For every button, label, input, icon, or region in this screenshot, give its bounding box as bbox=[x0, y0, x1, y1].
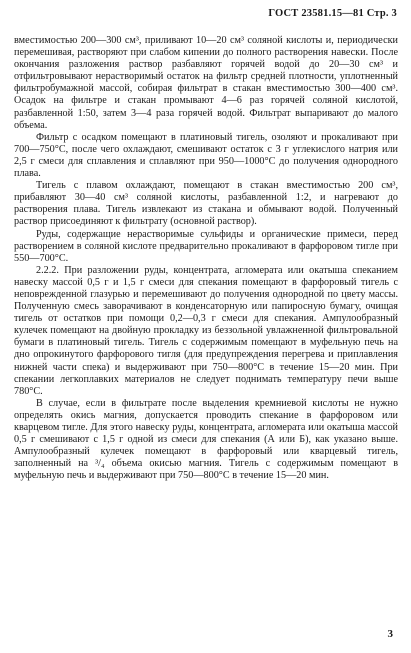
paragraph-crucible-dissolution: Тигель с плавом охлаждают, помещают в стакан вместимостью 200 см³, прибавляют 30—40 см³ соляной кислоты, разбавленной 1:2, и нагревают до растворения плава. Тигель извлекают из стакана и обмывают водой. Полученный раствор присоединяют к фильтрату (основной раствор). bbox=[14, 180, 398, 228]
paragraph-sulfide-ores: Руды, содержащие нерастворимые сульфиды и органические примеси, перед растворением в соляной кислоте предварительно прокаливают в фарфоровом тигле при 550—700°С. bbox=[14, 228, 398, 264]
page-header: ГОСТ 23581.15—81 Стр. 3 bbox=[268, 8, 397, 19]
paragraph-continuation: вместимостью 200—300 см³, приливают 10—20 см³ соляной кислоты и, периодически перемешивая, растворяют при слабом кипении до полного растворения навески. После окончания разложения раствор разбавляют горячей водой до 20—30 см³ и отфильтровывают нерастворимый остаток на фильтр средней плотности, уплотненный фильтробумажной массой, собирая фильтрат в стакан вместимостью 300—400 см³. Осадок на фильтре и стакан промывают 4—6 раз горячей соляной кислотой, разбавленной 1:50, затем 3—4 раза горячей водой. Фильтрат выпаривают до малого объема. bbox=[14, 35, 398, 131]
paragraph-section-2-2-2: 2.2.2. При разложении руды, концентрата, агломерата или окатыша спеканием навеску массой 0,5 г и 1,5 г смеси для спекания помещают в фарфоровый тигель с неповрежденной глазурью и перемешивают до получения однородной по цвету массы. Полученную смесь заворачивают в конденсаторную или папиросную бумагу, очищая тигель от остатков при помощи 0,2—0,3 г смеси для спекания. Ампулообразный кулечек помещают на двойную прокладку из беззольной увлажненной фильтровальной бумаги в платиновый тигель. Тигель с содержимым помещают в муфельную печь на дно опрокинутого фарфорового тигля (для предупреждения перегрева и приплавления нижней части спека) и выдерживают при 750—800°С в течение 15—20 мин. При спекании легкоплавких материалов не следует поднимать температуру печи выше 780°С. bbox=[14, 264, 398, 397]
document-body bbox=[14, 35, 398, 482]
paragraph-filter-ignition: Фильтр с осадком помещают в платиновый тигель, озоляют и прокаливают при 700—750°С, после чего охлаждают, смешивают остаток с 3 г углекислого натрия или 2,5 г смеси для сплавления и сплавляют при 950—1000°С до получения однородного плава. bbox=[14, 131, 398, 180]
paragraph-magnesium-case: В случае, если в фильтрате после выделения кремниевой кислоты не нужно определять окись магния, допускается проводить спекание в фарфоровом или кварцевом тигле. Для этого навеску руды, концентрата, агломерата или окатыша массой 0,5 г смешивают с 1,5 г одной из смеси для спекания (А или Б), как указано выше. Ампулообразный кулечек помещают в фарфоровый или кварцевый тигель, заполненный на ³/₄ объема окисью магния. Тигель с содержимым помещают в муфельную печь и выдерживают при 750—800°С в течение 15—20 мин. bbox=[14, 397, 398, 482]
page-number: 3 bbox=[387, 628, 393, 640]
